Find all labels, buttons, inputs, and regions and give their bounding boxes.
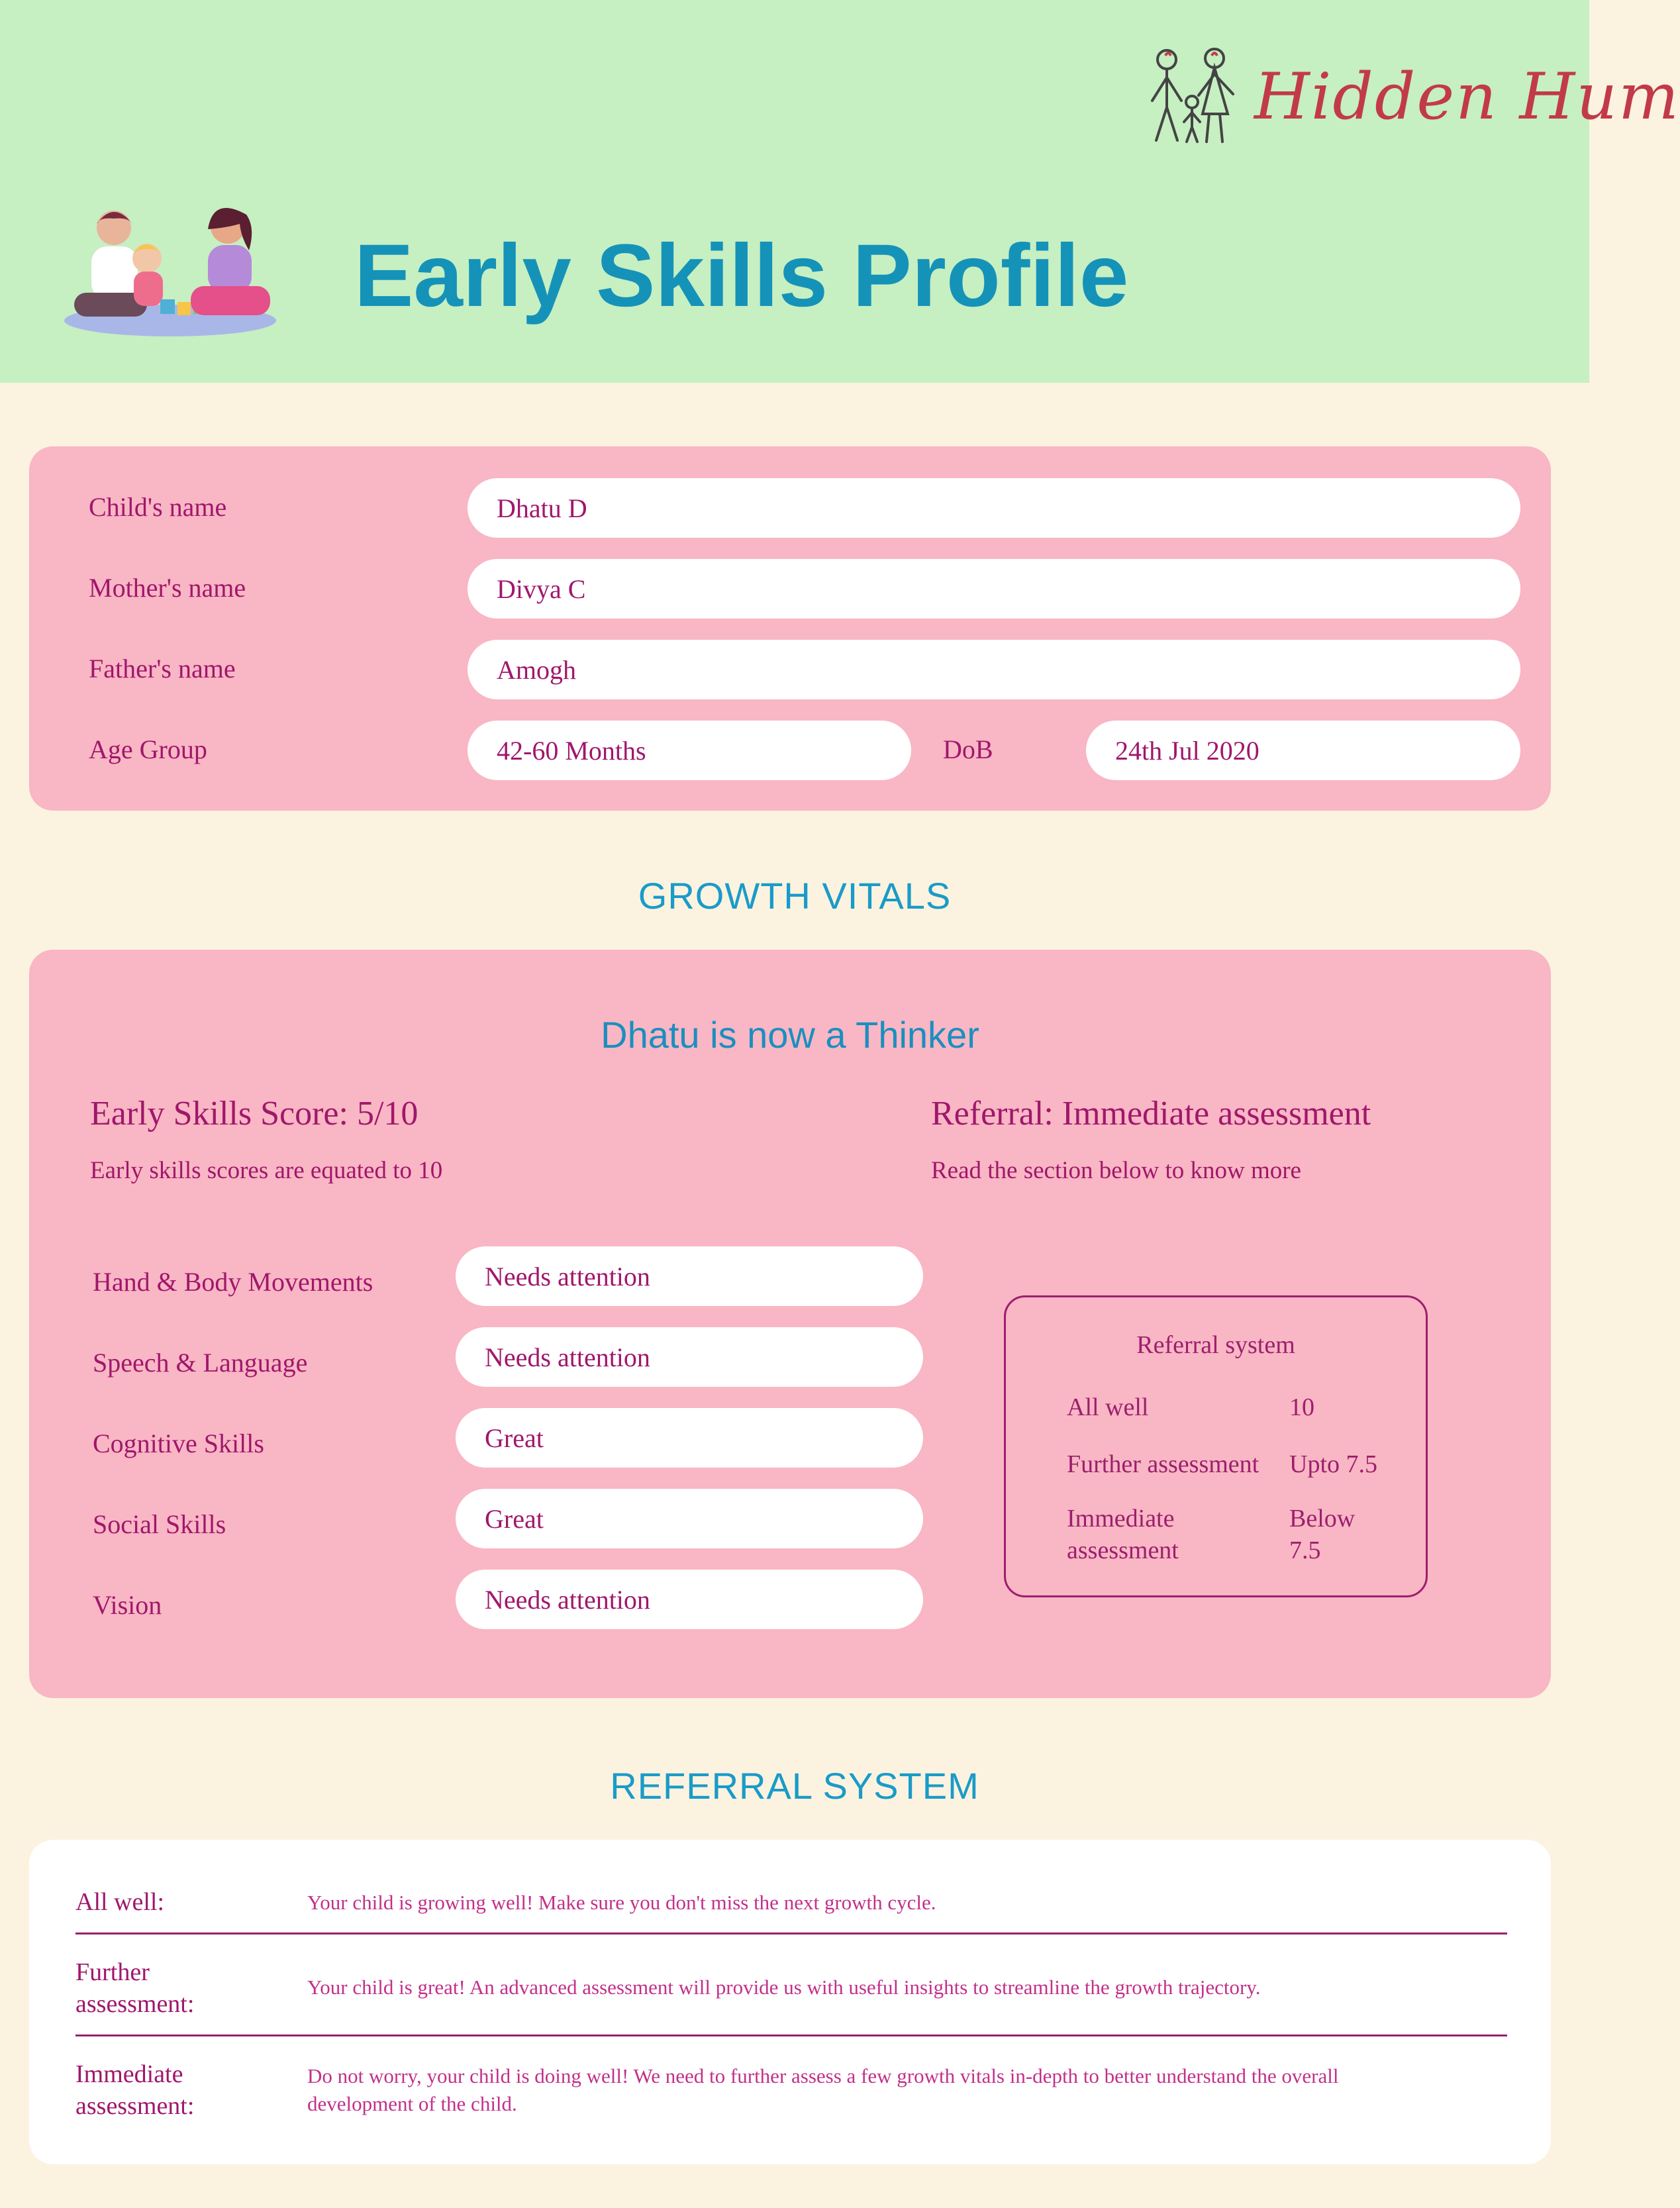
referral-box-value: 7.5 <box>1289 1536 1321 1564</box>
skill-label: Speech & Language <box>93 1348 308 1378</box>
child-name-field[interactable]: Dhatu D <box>468 478 1520 538</box>
row-divider <box>75 2034 1507 2036</box>
referral-note: Read the section below to know more <box>931 1157 1301 1184</box>
skill-label: Social Skills <box>93 1509 226 1539</box>
parents-playing-with-child-illustration <box>61 200 279 339</box>
skill-status[interactable]: Needs attention <box>456 1246 923 1306</box>
skill-status[interactable]: Needs attention <box>456 1327 923 1387</box>
referral-system-heading: REFERRAL SYSTEM <box>610 1765 979 1807</box>
age-group-field[interactable]: 42-60 Months <box>468 721 911 780</box>
brand-logo[interactable] <box>1140 41 1680 160</box>
referral-box-value: Upto 7.5 <box>1289 1450 1377 1478</box>
child-info-card <box>29 446 1551 811</box>
dob-label: DoB <box>943 734 993 764</box>
referral-row-label: Further <box>75 1958 150 1986</box>
growth-vitals-card <box>29 950 1551 1698</box>
referral-box-label: Immediate <box>1067 1505 1175 1532</box>
referral-row-text: Your child is growing well! Make sure you don't miss the next growth cycle. <box>307 1891 936 1914</box>
referral-row-text: development of the child. <box>307 2092 517 2115</box>
family-stick-figures-icon <box>1140 41 1253 154</box>
child-stage-headline: Dhatu is now a Thinker <box>601 1014 979 1056</box>
referral-row-text: Do not worry, your child is doing well! We need to further assess a few growth vitals in-depth to better understand the overall <box>307 2064 1339 2087</box>
page-title: Early Skills Profile <box>354 226 1129 325</box>
referral-row-label: assessment: <box>75 1990 195 2018</box>
brand-name: Hidden Hum <box>1254 60 1680 134</box>
growth-vitals-heading: GROWTH VITALS <box>638 875 952 917</box>
skill-label: Hand & Body Movements <box>93 1267 373 1297</box>
skill-status[interactable]: Great <box>456 1408 923 1468</box>
referral-box-label: assessment <box>1067 1536 1179 1564</box>
header-banner <box>0 0 1680 383</box>
skill-status[interactable]: Needs attention <box>456 1570 923 1629</box>
father-name-label: Father's name <box>89 654 236 683</box>
referral-system-table <box>29 1840 1551 2164</box>
age-group-label: Age Group <box>89 734 207 764</box>
score-note: Early skills scores are equated to 10 <box>90 1157 443 1184</box>
dob-field[interactable]: 24th Jul 2020 <box>1086 721 1520 780</box>
referral-system-box <box>1004 1295 1428 1597</box>
row-divider <box>75 1932 1507 1934</box>
referral-box-value: Below <box>1289 1505 1356 1532</box>
referral-box-label: Further assessment <box>1067 1450 1260 1478</box>
referral-box-label: All well <box>1067 1393 1149 1421</box>
score-title: Early Skills Score: 5/10 <box>90 1095 419 1132</box>
referral-row-label: Immediate <box>75 2060 183 2088</box>
skill-status[interactable]: Great <box>456 1489 923 1548</box>
mother-name-label: Mother's name <box>89 573 246 603</box>
skill-label: Vision <box>93 1590 162 1620</box>
referral-box-title: Referral system <box>1136 1331 1295 1359</box>
mother-name-field[interactable]: Divya C <box>468 559 1520 619</box>
father-name-field[interactable]: Amogh <box>468 640 1520 699</box>
referral-row-label: assessment: <box>75 2092 195 2120</box>
child-name-label: Child's name <box>89 492 227 522</box>
referral-box-value: 10 <box>1289 1393 1314 1421</box>
referral-title: Referral: Immediate assessment <box>931 1095 1371 1132</box>
skill-label: Cognitive Skills <box>93 1429 264 1458</box>
referral-row-text: Your child is great! An advanced assessment will provide us with useful insights to streamline the growth trajectory. <box>307 1976 1261 1999</box>
referral-row-label: All well: <box>75 1888 165 1916</box>
